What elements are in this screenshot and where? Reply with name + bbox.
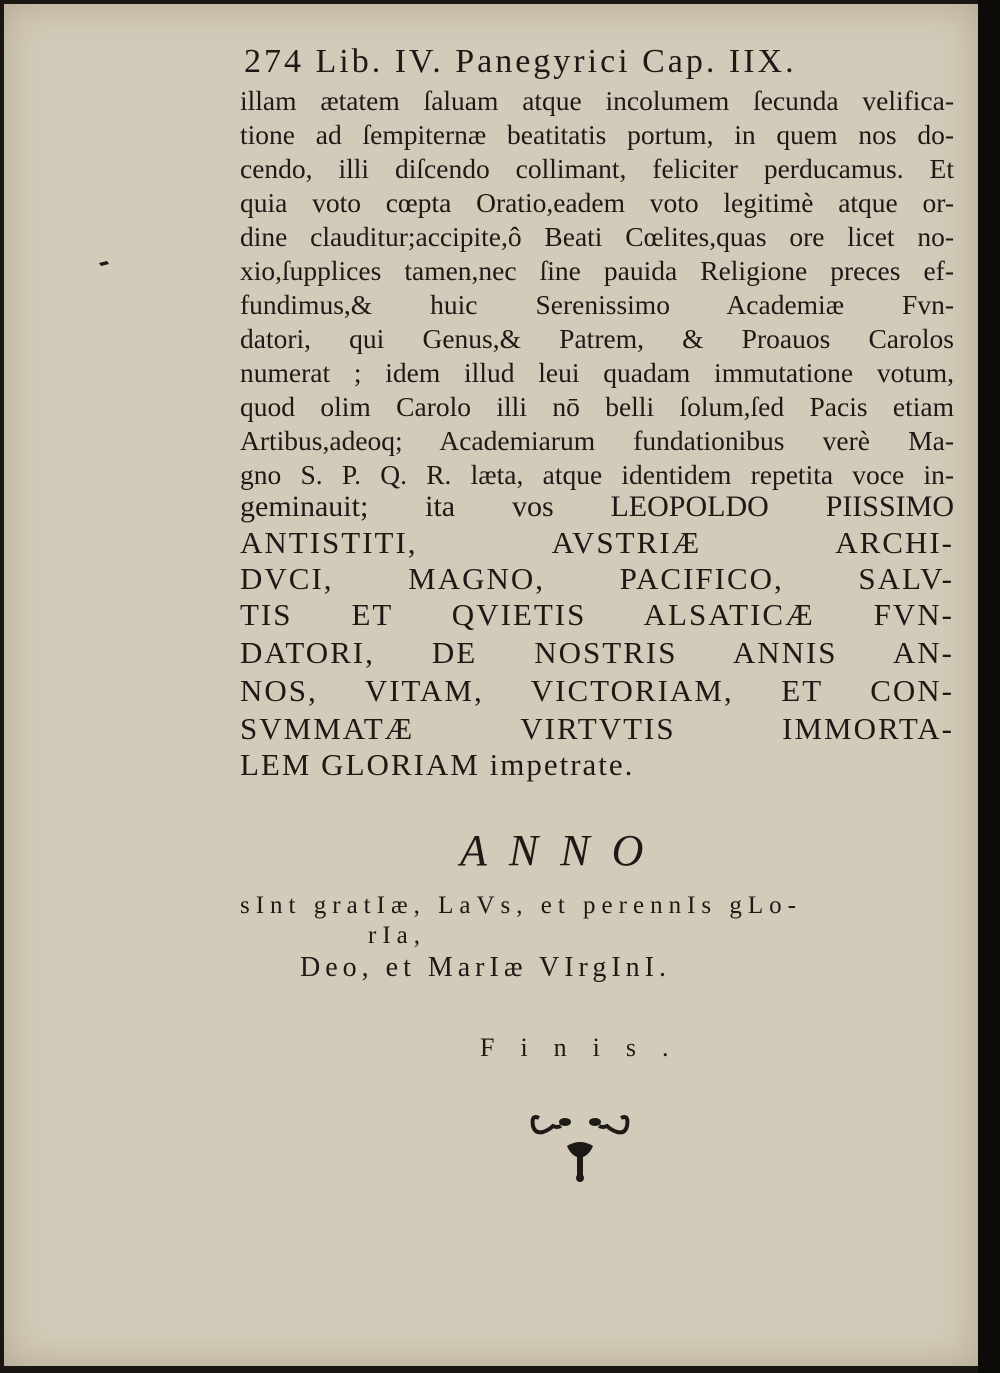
body-line: gno S. P. Q. R. læta, atque identidem repetita voce in- xyxy=(240,459,954,490)
chronogram-line: Deo, et MarIæ VIrgInI. xyxy=(300,952,672,983)
scan-edge xyxy=(978,0,1000,1373)
chronogram-line: sInt gratIæ, LaVs, et perennIs gLo- xyxy=(240,892,802,919)
caps-line: NOS, VITAM, VICTORIAM, ET CON- xyxy=(240,673,954,708)
caps-line: DATORI, DE NOSTRIS ANNIS AN- xyxy=(240,635,954,670)
body-line: numerat ; idem illud leui quadam immutatione votum, xyxy=(240,357,954,388)
body-line: quod olim Carolo illi nō belli ſolum,ſed Pacis etiam xyxy=(240,391,954,422)
body-line: tione ad ſempiternæ beatitatis portum, in quem nos do- xyxy=(240,119,954,150)
body-line: cendo, illi diſcendo collimant, feliciter perducamus. Et xyxy=(240,153,954,184)
body-line: geminauit; ita vos LEOPOLDO PIISSIMO xyxy=(240,490,954,523)
body-line: datori, qui Genus,& Patrem, & Proauos Carolos xyxy=(240,323,954,354)
running-head: 274 Lib. IV. Panegyrici Cap. IIX. xyxy=(244,43,797,80)
caps-line: TIS ET QVIETIS ALSATICÆ FVN- xyxy=(240,597,954,632)
body-line: illam ætatem ſaluam atque incolumem ſecunda velifica- xyxy=(240,85,954,116)
caps-line: LEM GLORIAM impetrate. xyxy=(240,747,635,782)
body-line: fundimus,& huic Serenissimo Academiæ Fvn- xyxy=(240,289,954,320)
caps-line: DVCI, MAGNO, PACIFICO, SALV- xyxy=(240,561,954,596)
body-line: dine clauditur;accipite,ô Beati Cœlites,quas ore licet no- xyxy=(240,221,954,252)
fleuron-ornament xyxy=(525,1100,635,1185)
anno-heading: ANNO xyxy=(460,826,666,875)
caps-line: SVMMATÆ VIRTVTIS IMMORTA- xyxy=(240,711,954,746)
body-line: quia voto cœpta Oratio,eadem voto legitimè atque or- xyxy=(240,187,954,218)
body-line: Artibus,adeoq; Academiarum fundationibus verè Ma- xyxy=(240,425,954,456)
caps-line: ANTISTITI, AVSTRIÆ ARCHI- xyxy=(240,525,954,560)
finis: Finis. xyxy=(480,1033,695,1062)
body-line: xio,ſupplices tamen,nec ſine pauida Religione preces ef- xyxy=(240,255,954,286)
ink-mark xyxy=(98,258,110,268)
chronogram-line: rIa, xyxy=(368,922,426,949)
